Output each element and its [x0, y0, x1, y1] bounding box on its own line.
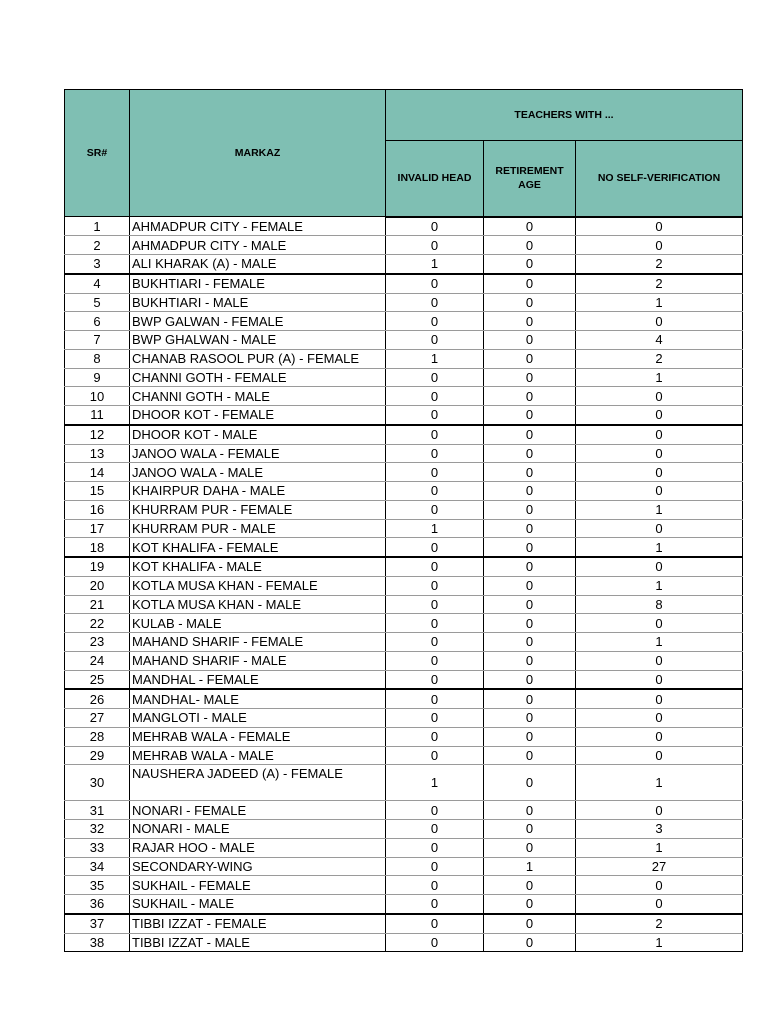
table-row — [65, 595, 743, 614]
sr-cell: 15 — [65, 482, 130, 501]
retirement-age-cell: 0 — [484, 709, 576, 728]
table-row — [65, 876, 743, 895]
sr-cell: 21 — [65, 595, 130, 614]
table-row — [65, 576, 743, 595]
sr-cell: 24 — [65, 651, 130, 670]
markaz-cell: CHANNI GOTH - MALE — [130, 387, 386, 406]
invalid-head-cell: 0 — [386, 838, 484, 857]
markaz-cell: AHMADPUR CITY - MALE — [130, 236, 386, 255]
markaz-cell: NONARI - FEMALE — [130, 801, 386, 820]
invalid-head-cell: 0 — [386, 933, 484, 952]
table-row — [65, 463, 743, 482]
table-row — [65, 236, 743, 255]
retirement-age-cell: 0 — [484, 500, 576, 519]
retirement-age-cell: 0 — [484, 349, 576, 368]
sr-cell: 11 — [65, 406, 130, 425]
invalid-head-cell: 0 — [386, 463, 484, 482]
sr-cell: 5 — [65, 293, 130, 312]
no-self-verification-cell: 0 — [576, 463, 743, 482]
sr-cell: 22 — [65, 614, 130, 633]
markaz-cell: SECONDARY-WING — [130, 857, 386, 876]
no-self-verification-cell: 27 — [576, 857, 743, 876]
table-row — [65, 368, 743, 387]
sr-cell: 32 — [65, 820, 130, 839]
sr-cell: 34 — [65, 857, 130, 876]
no-self-verification-cell: 2 — [576, 255, 743, 274]
table-row — [65, 838, 743, 857]
sr-cell: 16 — [65, 500, 130, 519]
retirement-age-cell: 0 — [484, 425, 576, 444]
invalid-head-cell: 0 — [386, 801, 484, 820]
no-self-verification-cell: 0 — [576, 217, 743, 236]
markaz-cell: MAHAND SHARIF - FEMALE — [130, 633, 386, 652]
markaz-cell: MEHRAB WALA - FEMALE — [130, 727, 386, 746]
markaz-cell: BWP GHALWAN - MALE — [130, 331, 386, 350]
table-row — [65, 274, 743, 293]
table-row — [65, 914, 743, 933]
no-self-verification-cell: 0 — [576, 519, 743, 538]
sr-cell: 36 — [65, 895, 130, 914]
markaz-teachers-table — [64, 89, 743, 952]
sr-cell: 29 — [65, 746, 130, 765]
sr-cell: 13 — [65, 444, 130, 463]
no-self-verification-cell: 0 — [576, 557, 743, 576]
table-row — [65, 557, 743, 576]
table-row — [65, 895, 743, 914]
invalid-head-cell: 0 — [386, 368, 484, 387]
retirement-age-cell: 0 — [484, 933, 576, 952]
table-row — [65, 801, 743, 820]
markaz-cell: KHURRAM PUR - MALE — [130, 519, 386, 538]
sr-cell: 25 — [65, 670, 130, 689]
invalid-head-cell: 0 — [386, 595, 484, 614]
retirement-age-cell: 0 — [484, 595, 576, 614]
table-row — [65, 500, 743, 519]
invalid-head-cell: 0 — [386, 614, 484, 633]
markaz-cell: NONARI - MALE — [130, 820, 386, 839]
retirement-age-cell: 0 — [484, 614, 576, 633]
no-self-verification-cell: 0 — [576, 746, 743, 765]
header-markaz: MARKAZ — [130, 90, 386, 217]
retirement-age-cell: 0 — [484, 463, 576, 482]
retirement-age-cell: 0 — [484, 387, 576, 406]
retirement-age-cell: 0 — [484, 538, 576, 557]
invalid-head-cell: 0 — [386, 727, 484, 746]
markaz-cell: BUKHTIARI - MALE — [130, 293, 386, 312]
no-self-verification-cell: 0 — [576, 670, 743, 689]
table-row — [65, 820, 743, 839]
sr-cell: 35 — [65, 876, 130, 895]
retirement-age-cell: 0 — [484, 519, 576, 538]
sr-cell: 37 — [65, 914, 130, 933]
invalid-head-cell: 1 — [386, 765, 484, 801]
markaz-cell: KULAB - MALE — [130, 614, 386, 633]
sr-cell: 4 — [65, 274, 130, 293]
markaz-cell: KOT KHALIFA - MALE — [130, 557, 386, 576]
markaz-cell: SUKHAIL - MALE — [130, 895, 386, 914]
no-self-verification-cell: 0 — [576, 444, 743, 463]
table-row — [65, 633, 743, 652]
invalid-head-cell: 0 — [386, 425, 484, 444]
table-row — [65, 519, 743, 538]
no-self-verification-cell: 0 — [576, 801, 743, 820]
retirement-age-cell: 0 — [484, 557, 576, 576]
header-no-self-verification: NO SELF-VERIFICATION — [576, 141, 743, 217]
markaz-cell: RAJAR HOO - MALE — [130, 838, 386, 857]
sr-cell: 7 — [65, 331, 130, 350]
invalid-head-cell: 0 — [386, 217, 484, 236]
sr-cell: 14 — [65, 463, 130, 482]
sr-cell: 23 — [65, 633, 130, 652]
table-row — [65, 689, 743, 708]
header-retirement-age: RETIREMENT AGE — [484, 141, 576, 217]
retirement-age-cell: 0 — [484, 633, 576, 652]
invalid-head-cell: 0 — [386, 538, 484, 557]
markaz-cell: TIBBI IZZAT - FEMALE — [130, 914, 386, 933]
invalid-head-cell: 0 — [386, 857, 484, 876]
markaz-cell: CHANAB RASOOL PUR (A) - FEMALE — [130, 349, 386, 368]
invalid-head-cell: 1 — [386, 255, 484, 274]
sr-cell: 6 — [65, 312, 130, 331]
table-row — [65, 746, 743, 765]
invalid-head-cell: 0 — [386, 557, 484, 576]
table-row — [65, 538, 743, 557]
invalid-head-cell: 0 — [386, 746, 484, 765]
retirement-age-cell: 0 — [484, 368, 576, 387]
markaz-cell: KHURRAM PUR - FEMALE — [130, 500, 386, 519]
table-row — [65, 217, 743, 236]
retirement-age-cell: 0 — [484, 765, 576, 801]
table-row — [65, 482, 743, 501]
no-self-verification-cell: 1 — [576, 368, 743, 387]
markaz-cell: MANGLOTI - MALE — [130, 709, 386, 728]
markaz-cell: JANOO WALA - MALE — [130, 463, 386, 482]
table-row — [65, 349, 743, 368]
no-self-verification-cell: 2 — [576, 349, 743, 368]
no-self-verification-cell: 0 — [576, 406, 743, 425]
table-header — [65, 90, 743, 217]
markaz-cell: JANOO WALA - FEMALE — [130, 444, 386, 463]
header-invalid-head: INVALID HEAD — [386, 141, 484, 217]
invalid-head-cell: 0 — [386, 633, 484, 652]
retirement-age-cell: 0 — [484, 689, 576, 708]
retirement-age-cell: 0 — [484, 331, 576, 350]
retirement-age-cell: 0 — [484, 820, 576, 839]
sr-cell: 33 — [65, 838, 130, 857]
no-self-verification-cell: 1 — [576, 293, 743, 312]
invalid-head-cell: 0 — [386, 576, 484, 595]
markaz-cell: MEHRAB WALA - MALE — [130, 746, 386, 765]
retirement-age-cell: 0 — [484, 838, 576, 857]
sr-cell: 20 — [65, 576, 130, 595]
retirement-age-cell: 0 — [484, 406, 576, 425]
table-row — [65, 614, 743, 633]
retirement-age-cell: 0 — [484, 576, 576, 595]
sr-cell: 17 — [65, 519, 130, 538]
retirement-age-cell: 0 — [484, 236, 576, 255]
sr-cell: 30 — [65, 765, 130, 801]
markaz-cell: KHAIRPUR DAHA - MALE — [130, 482, 386, 501]
table-row — [65, 293, 743, 312]
no-self-verification-cell: 1 — [576, 633, 743, 652]
invalid-head-cell: 0 — [386, 895, 484, 914]
no-self-verification-cell: 0 — [576, 387, 743, 406]
invalid-head-cell: 0 — [386, 387, 484, 406]
header-sr: SR# — [65, 90, 130, 217]
no-self-verification-cell: 0 — [576, 651, 743, 670]
no-self-verification-cell: 2 — [576, 914, 743, 933]
markaz-cell: TIBBI IZZAT - MALE — [130, 933, 386, 952]
no-self-verification-cell: 1 — [576, 933, 743, 952]
no-self-verification-cell: 0 — [576, 482, 743, 501]
header-teachers-with: TEACHERS WITH ... — [386, 90, 743, 141]
sr-cell: 10 — [65, 387, 130, 406]
no-self-verification-cell: 2 — [576, 274, 743, 293]
invalid-head-cell: 0 — [386, 876, 484, 895]
no-self-verification-cell: 0 — [576, 614, 743, 633]
no-self-verification-cell: 0 — [576, 689, 743, 708]
invalid-head-cell: 0 — [386, 670, 484, 689]
markaz-cell: KOTLA MUSA KHAN - FEMALE — [130, 576, 386, 595]
sr-cell: 28 — [65, 727, 130, 746]
sr-cell: 3 — [65, 255, 130, 274]
invalid-head-cell: 1 — [386, 519, 484, 538]
no-self-verification-cell: 0 — [576, 425, 743, 444]
retirement-age-cell: 0 — [484, 914, 576, 933]
retirement-age-cell: 0 — [484, 801, 576, 820]
table-row — [65, 331, 743, 350]
markaz-cell: SUKHAIL - FEMALE — [130, 876, 386, 895]
retirement-age-cell: 0 — [484, 482, 576, 501]
no-self-verification-cell: 0 — [576, 709, 743, 728]
sr-cell: 38 — [65, 933, 130, 952]
sr-cell: 2 — [65, 236, 130, 255]
no-self-verification-cell: 1 — [576, 500, 743, 519]
markaz-cell: ALI KHARAK (A) - MALE — [130, 255, 386, 274]
no-self-verification-cell: 0 — [576, 876, 743, 895]
invalid-head-cell: 0 — [386, 312, 484, 331]
table-row — [65, 425, 743, 444]
table-row — [65, 387, 743, 406]
retirement-age-cell: 0 — [484, 312, 576, 331]
retirement-age-cell: 1 — [484, 857, 576, 876]
markaz-cell: KOTLA MUSA KHAN - MALE — [130, 595, 386, 614]
retirement-age-cell: 0 — [484, 895, 576, 914]
invalid-head-cell: 0 — [386, 482, 484, 501]
table-row — [65, 312, 743, 331]
sr-cell: 31 — [65, 801, 130, 820]
sr-cell: 18 — [65, 538, 130, 557]
invalid-head-cell: 0 — [386, 709, 484, 728]
invalid-head-cell: 0 — [386, 331, 484, 350]
no-self-verification-cell: 1 — [576, 538, 743, 557]
retirement-age-cell: 0 — [484, 876, 576, 895]
invalid-head-cell: 0 — [386, 236, 484, 255]
markaz-cell: BWP GALWAN - FEMALE — [130, 312, 386, 331]
sr-cell: 19 — [65, 557, 130, 576]
markaz-cell: CHANNI GOTH - FEMALE — [130, 368, 386, 387]
markaz-cell: MANDHAL- MALE — [130, 689, 386, 708]
invalid-head-cell: 0 — [386, 406, 484, 425]
no-self-verification-cell: 0 — [576, 895, 743, 914]
sr-cell: 8 — [65, 349, 130, 368]
invalid-head-cell: 0 — [386, 274, 484, 293]
no-self-verification-cell: 1 — [576, 838, 743, 857]
no-self-verification-cell: 1 — [576, 576, 743, 595]
table-row — [65, 406, 743, 425]
retirement-age-cell: 0 — [484, 727, 576, 746]
no-self-verification-cell: 1 — [576, 765, 743, 801]
markaz-cell: KOT KHALIFA - FEMALE — [130, 538, 386, 557]
no-self-verification-cell: 0 — [576, 312, 743, 331]
table-row — [65, 857, 743, 876]
no-self-verification-cell: 0 — [576, 727, 743, 746]
sr-cell: 1 — [65, 217, 130, 236]
invalid-head-cell: 0 — [386, 820, 484, 839]
no-self-verification-cell: 3 — [576, 820, 743, 839]
no-self-verification-cell: 0 — [576, 236, 743, 255]
table-row — [65, 444, 743, 463]
invalid-head-cell: 1 — [386, 349, 484, 368]
invalid-head-cell: 0 — [386, 293, 484, 312]
invalid-head-cell: 0 — [386, 689, 484, 708]
sr-cell: 9 — [65, 368, 130, 387]
table-row — [65, 709, 743, 728]
table-row — [65, 765, 743, 801]
markaz-cell: MANDHAL - FEMALE — [130, 670, 386, 689]
sr-cell: 26 — [65, 689, 130, 708]
invalid-head-cell: 0 — [386, 500, 484, 519]
invalid-head-cell: 0 — [386, 914, 484, 933]
markaz-cell: DHOOR KOT - FEMALE — [130, 406, 386, 425]
markaz-cell: MAHAND SHARIF - MALE — [130, 651, 386, 670]
markaz-cell: BUKHTIARI - FEMALE — [130, 274, 386, 293]
table-row — [65, 651, 743, 670]
invalid-head-cell: 0 — [386, 444, 484, 463]
markaz-cell: DHOOR KOT - MALE — [130, 425, 386, 444]
retirement-age-cell: 0 — [484, 444, 576, 463]
sr-cell: 12 — [65, 425, 130, 444]
retirement-age-cell: 0 — [484, 746, 576, 765]
retirement-age-cell: 0 — [484, 651, 576, 670]
no-self-verification-cell: 4 — [576, 331, 743, 350]
retirement-age-cell: 0 — [484, 217, 576, 236]
table-row — [65, 255, 743, 274]
markaz-cell: NAUSHERA JADEED (A) - FEMALE — [130, 765, 386, 801]
table-row — [65, 933, 743, 952]
markaz-cell: AHMADPUR CITY - FEMALE — [130, 217, 386, 236]
table-row — [65, 670, 743, 689]
invalid-head-cell: 0 — [386, 651, 484, 670]
table-row — [65, 727, 743, 746]
no-self-verification-cell: 8 — [576, 595, 743, 614]
retirement-age-cell: 0 — [484, 670, 576, 689]
table-body — [65, 217, 743, 952]
retirement-age-cell: 0 — [484, 255, 576, 274]
retirement-age-cell: 0 — [484, 293, 576, 312]
retirement-age-cell: 0 — [484, 274, 576, 293]
sr-cell: 27 — [65, 709, 130, 728]
